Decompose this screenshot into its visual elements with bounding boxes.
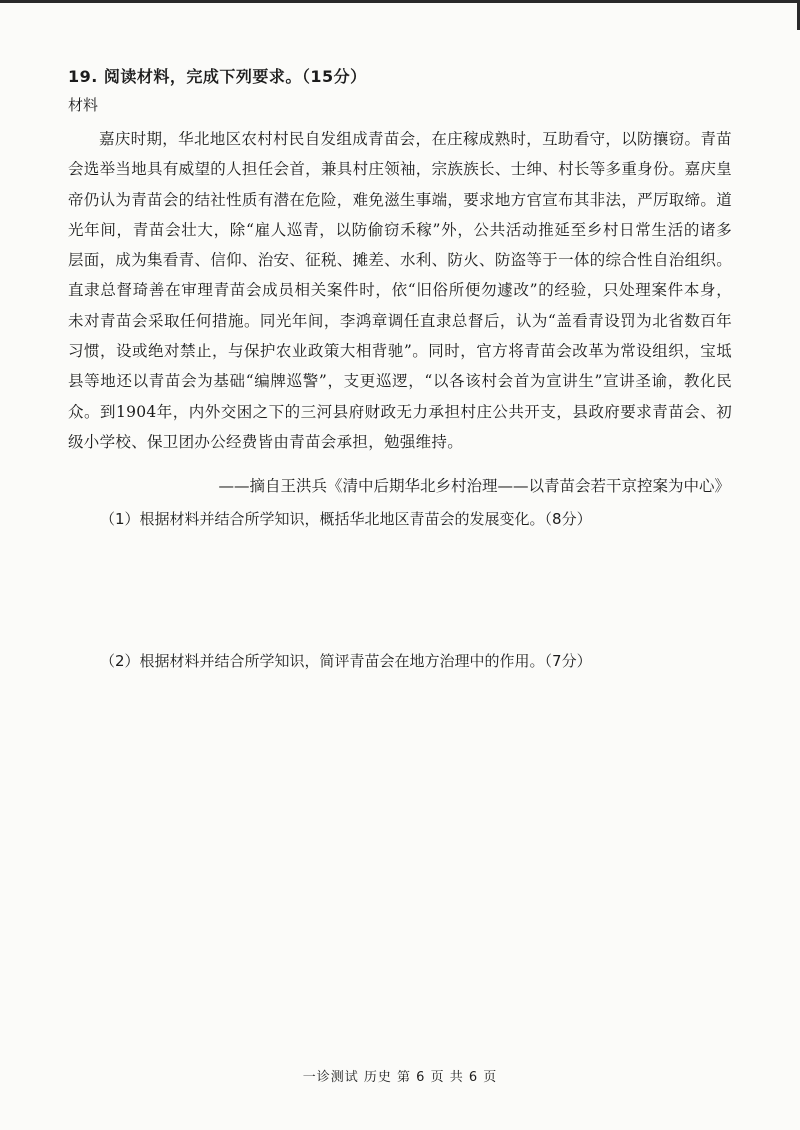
source-citation: ——摘自王洪兵《清中后期华北乡村治理——以青苗会若干京控案为中心》 xyxy=(218,477,730,495)
sub-question-2: （2）根据材料并结合所学知识，简评青苗会在地方治理中的作用。（7分） xyxy=(100,652,592,670)
scan-edge-top xyxy=(0,0,800,3)
answer-area-1[interactable] xyxy=(100,540,730,635)
material-label: 材料 xyxy=(68,96,99,114)
question-header: 19. 阅读材料，完成下列要求。（15分） xyxy=(68,67,367,86)
sub-question-1: （1）根据材料并结合所学知识，概括华北地区青苗会的发展变化。（8分） xyxy=(100,510,592,528)
answer-area-2[interactable] xyxy=(100,682,730,1062)
material-passage: 嘉庆时期，华北地区农村村民自发组成青苗会，在庄稼成熟时，互助看守，以防攘窃。青苗会选举当地具有威望的人担任会首，兼具村庄领袖，宗族族长、士绅、村长等多重身份。嘉庆皇帝仍认为青苗会的结社性质有潜在危险，难免滋生事端，要求地方官宣布其非法，严厉取缔。道光年间，青苗会壮大，除“雇人巡青，以防偷窃禾稼”外，公共活动推延至乡村日常生活的诸多层面，成为集看青、信仰、治安、征税、摊差、水利、防火、防盗等于一体的综合性自治组织。直隶总督琦善在审理青苗会成员相关案件时，依“旧俗所便勿遽改”的经验，只处理案件本身，未对青苗会采取任何措施。同光年间，李鸿章调任直隶总督后，认为“盖看青设罚为北省数百年习惯，设或绝对禁止，与保护农业政策大相背驰”。同时，官方将青苗会改革为常设组织，宝坻县等地还以青苗会为基础“编牌巡警”，支更巡逻，“以各该村会首为宣讲生”宣讲圣谕，教化民众。到1904年，内外交困之下的三河县府财政无力承担村庄公共开支，县政府要求青苗会、初级小学校、保卫团办公经费皆由青苗会承担，勉强维持。 xyxy=(68,130,732,451)
page-footer: 一诊测试 历史 第 6 页 共 6 页 xyxy=(302,1070,498,1085)
